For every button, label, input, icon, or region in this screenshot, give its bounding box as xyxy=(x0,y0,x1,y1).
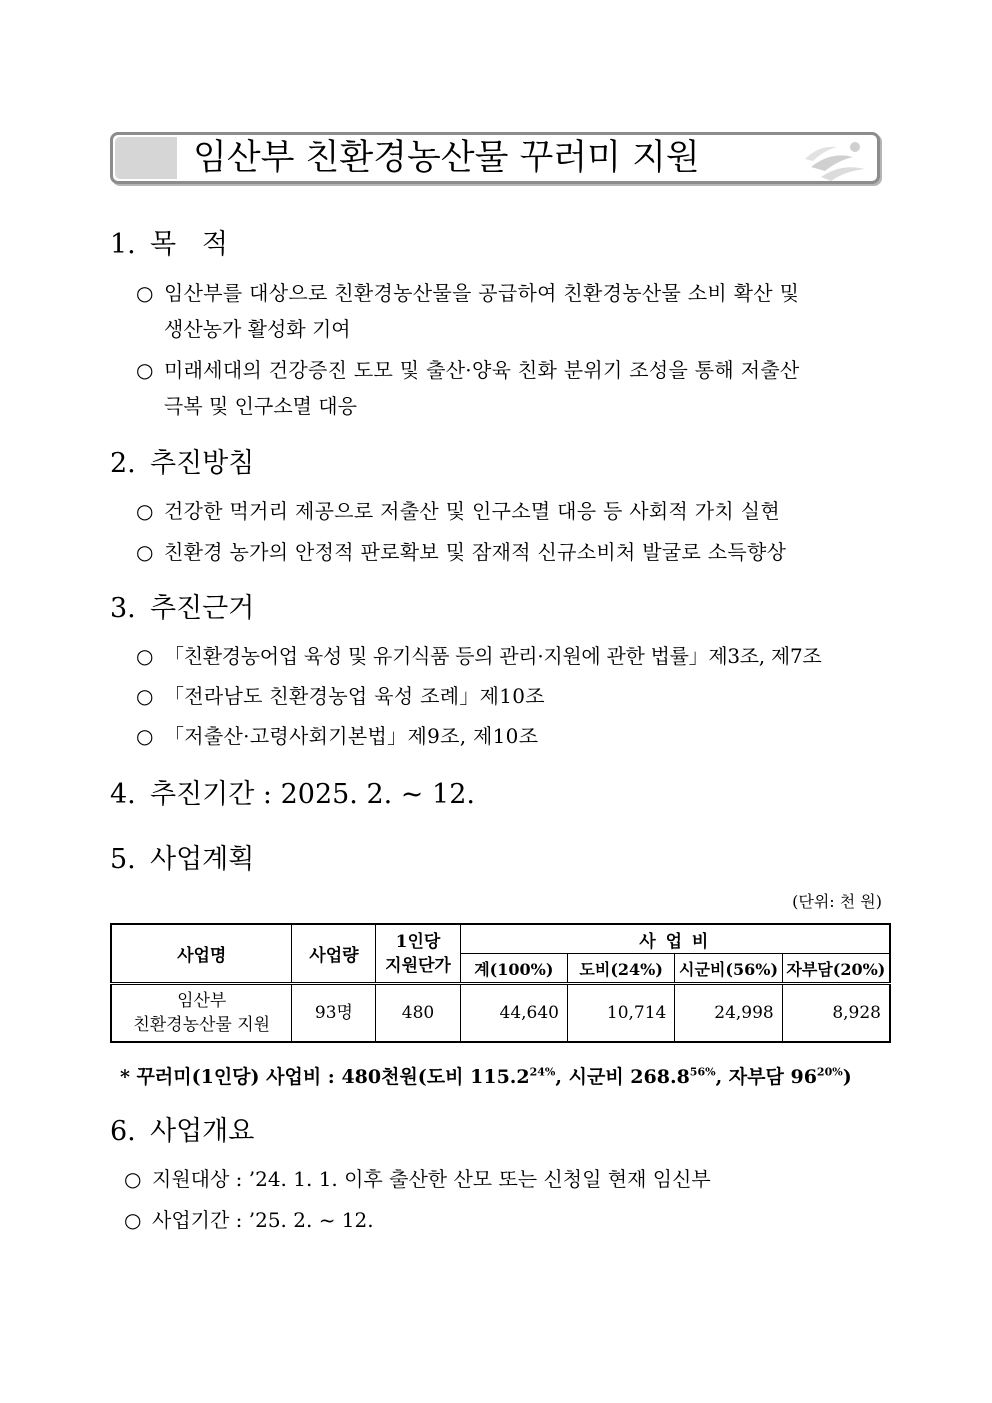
section-heading-purpose: 1. 목 적 xyxy=(110,229,228,260)
section-heading-period: 4. 추진기간 : 2025. 2. ~ 12. xyxy=(110,779,475,810)
cell-name: 임산부 친환경농산물 지원 xyxy=(111,984,292,1043)
title-tab-decoration xyxy=(115,137,177,179)
policy-item-2: ○ 친환경 농가의 안정적 판로확보 및 잠재적 신규소비처 발굴로 소득향상 xyxy=(136,540,787,564)
section-heading-policy: 2. 추진방침 xyxy=(110,448,255,479)
header-province: 도비(24%) xyxy=(567,954,674,984)
basis-item-3: ○ 「저출산·고령사회기본법」제9조, 제10조 xyxy=(136,724,539,748)
cell-city: 24,998 xyxy=(675,984,782,1043)
header-name: 사업명 xyxy=(111,924,292,984)
header-self: 자부담(20%) xyxy=(782,954,890,984)
table-row xyxy=(111,984,890,1043)
header-city: 시군비(56%) xyxy=(675,954,782,984)
header-cost: 사 업 비 xyxy=(460,924,890,954)
purpose-item-1: ○ 임산부를 대상으로 친환경농산물을 공급하여 친환경농산물 소비 확산 및 xyxy=(136,281,800,305)
header-amount: 사업량 xyxy=(292,924,376,984)
unit-label: (단위: 천 원) xyxy=(792,892,882,911)
cell-self: 8,928 xyxy=(782,984,890,1043)
purpose-item-1-cont: 생산농가 활성화 기여 xyxy=(164,317,351,341)
title-box xyxy=(110,132,880,184)
leaf-swirl-icon xyxy=(801,137,871,181)
section-heading-overview: 6. 사업개요 xyxy=(110,1116,255,1147)
section-heading-basis: 3. 추진근거 xyxy=(110,593,255,624)
overview-item-1: ○ 지원대상 : ’24. 1. 1. 이후 출산한 산모 또는 신청일 현재 임신부 xyxy=(124,1167,711,1191)
basis-item-1: ○ 「친환경농어업 육성 및 유기식품 등의 관리·지원에 관한 법률」제3조, 제7조 xyxy=(136,644,822,668)
header-unit-price: 1인당 지원단가 xyxy=(376,924,460,984)
purpose-item-2-cont: 극복 및 인구소멸 대응 xyxy=(164,394,357,418)
cost-note: * 꾸러미(1인당) 사업비 : 480천원(도비 $115.2^{24\%}$, 시군비 $268.8^{56\%}$, 자부담 $96^{20\%}$) xyxy=(120,1065,852,1088)
page-title: 임산부 친환경농산물 꾸러미 지원 xyxy=(193,138,700,178)
header-total: 계(100%) xyxy=(460,954,567,984)
purpose-item-2: ○ 미래세대의 건강증진 도모 및 출산·양육 친화 분위기 조성을 통해 저출산 xyxy=(136,358,800,382)
cell-amount: 93명 xyxy=(292,984,376,1043)
overview-item-2: ○ 사업기간 : ’25. 2. ~ 12. xyxy=(124,1208,374,1232)
cell-unit-price: 480 xyxy=(376,984,460,1043)
cell-province: 10,714 xyxy=(567,984,674,1043)
section-heading-plan: 5. 사업계획 xyxy=(110,844,255,875)
policy-item-1: ○ 건강한 먹거리 제공으로 저출산 및 인구소멸 대응 등 사회적 가치 실현 xyxy=(136,499,780,523)
basis-item-2: ○ 「전라남도 친환경농업 육성 조례」제10조 xyxy=(136,684,545,708)
business-plan-table xyxy=(110,923,891,1043)
cell-total: 44,640 xyxy=(460,984,567,1043)
